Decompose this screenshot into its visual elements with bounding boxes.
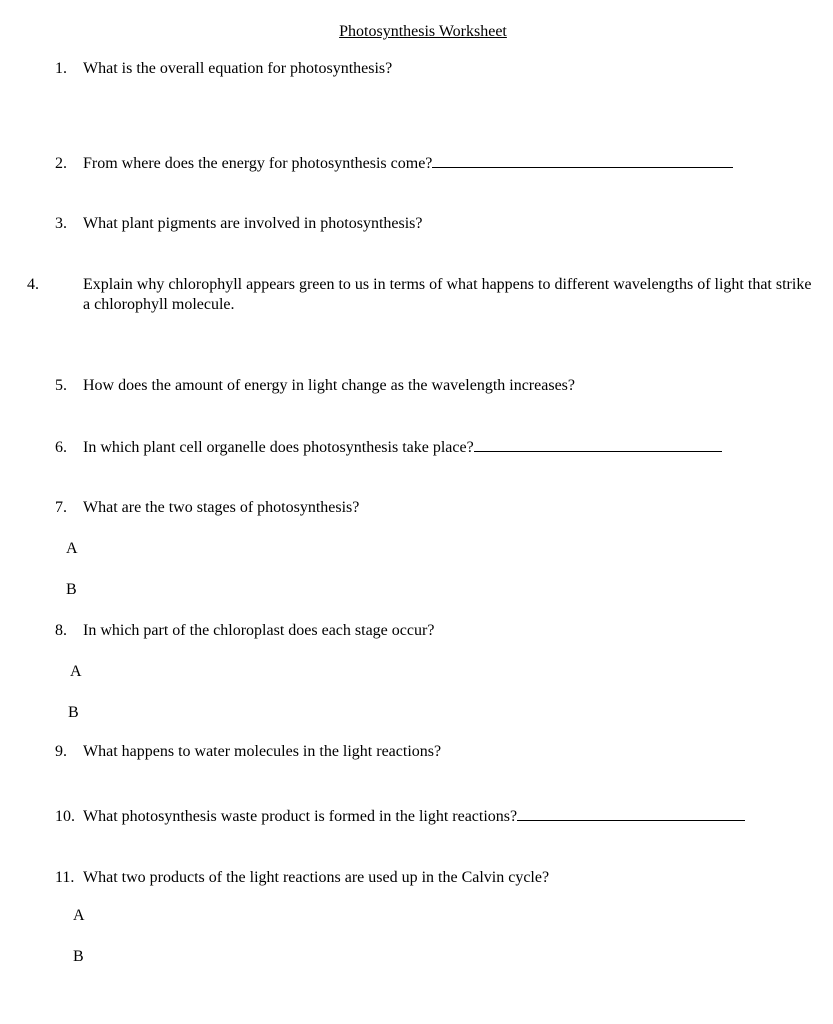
question-number: 8. [55, 622, 67, 639]
answer-blank-line[interactable] [432, 153, 733, 168]
question-8 [55, 621, 795, 641]
question-text: How does the amount of energy in light change as the wavelength increases? [83, 377, 575, 394]
answer-label-b: B [66, 581, 77, 598]
answer-label-b: B [73, 948, 84, 965]
question-number: 11. [55, 869, 75, 886]
question-3 [55, 214, 795, 234]
question-7 [55, 498, 795, 518]
question-number: 1. [55, 60, 67, 77]
question-9 [55, 742, 795, 762]
question-text: What photosynthesis waste product is formed in the light reactions? [83, 808, 518, 825]
question-11 [55, 868, 795, 888]
question-number: 9. [55, 743, 67, 760]
worksheet-title: Photosynthesis Worksheet [339, 23, 507, 40]
question-6 [55, 437, 795, 458]
question-number: 5. [55, 377, 67, 394]
answer-label-a: A [70, 663, 82, 680]
question-text: What happens to water molecules in the light reactions? [83, 743, 442, 760]
question-number: 3. [55, 215, 67, 232]
question-1 [55, 59, 795, 79]
question-number: 7. [55, 499, 67, 516]
question-10 [55, 806, 815, 827]
question-text: In which part of the chloroplast does each stage occur? [83, 622, 435, 639]
question-number: 4. [27, 276, 39, 293]
answer-label-a: A [66, 540, 78, 557]
question-2 [55, 153, 795, 174]
question-text: What plant pigments are involved in photosynthesis? [83, 215, 423, 232]
answer-label-a: A [73, 907, 85, 924]
question-4 [27, 275, 813, 315]
question-number: 2. [55, 155, 67, 172]
question-text: From where does the energy for photosynthesis come? [83, 155, 433, 172]
question-text: What is the overall equation for photosynthesis? [83, 60, 393, 77]
answer-blank-line[interactable] [517, 806, 745, 821]
question-text: What are the two stages of photosynthesis? [83, 499, 360, 516]
question-text: What two products of the light reactions are used up in the Calvin cycle? [83, 869, 550, 886]
answer-label-b: B [68, 704, 79, 721]
question-text: Explain why chlorophyll appears green to us in terms of what happens to different wavelengths of light that strike a chlorophyll molecule. [83, 276, 812, 313]
answer-blank-line[interactable] [474, 437, 722, 452]
question-number: 10. [55, 808, 75, 825]
question-text: In which plant cell organelle does photosynthesis take place? [83, 439, 474, 456]
question-number: 6. [55, 439, 67, 456]
question-5 [55, 376, 795, 396]
